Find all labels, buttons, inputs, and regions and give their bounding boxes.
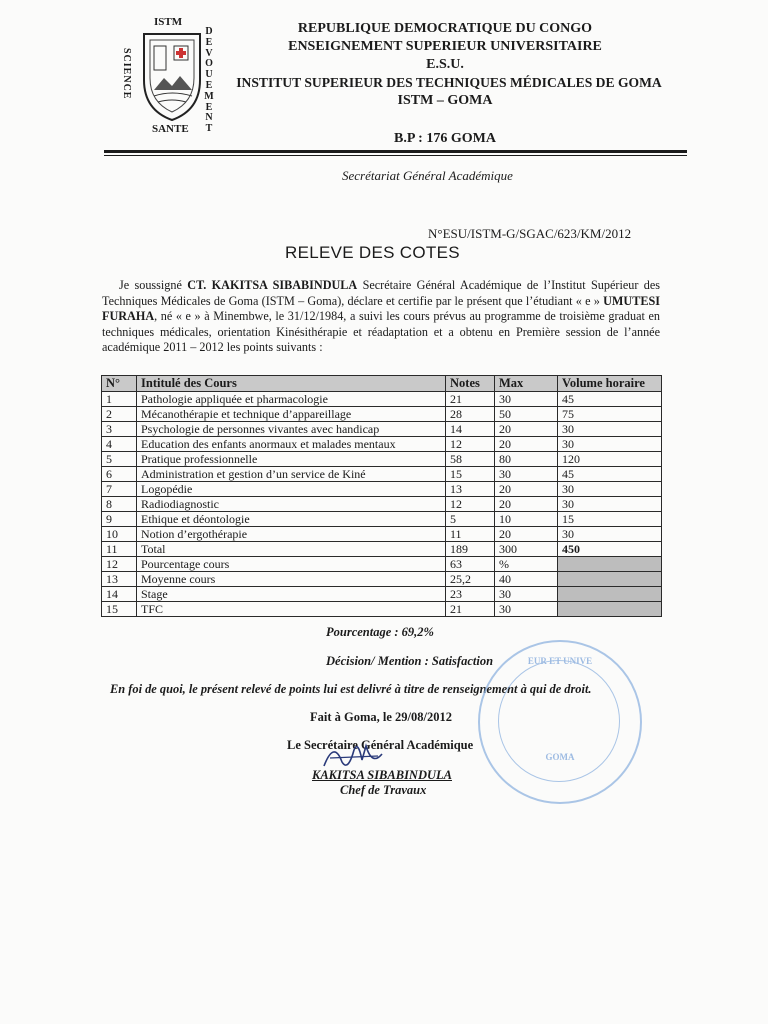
row-number: 4 <box>102 437 137 452</box>
table-row <box>102 407 662 422</box>
course-max: 30 <box>495 587 558 602</box>
signatory-name: KAKITSA SIBABINDULA <box>312 768 452 782</box>
logo-top-text: ISTM <box>154 16 183 28</box>
table-row <box>102 572 662 587</box>
row-number: 5 <box>102 452 137 467</box>
course-volume <box>558 557 662 572</box>
header-line-esu: E.S.U. <box>426 57 464 72</box>
row-number: 3 <box>102 422 137 437</box>
course-notes: 21 <box>446 392 495 407</box>
course-volume: 30 <box>558 422 662 437</box>
course-notes: 12 <box>446 497 495 512</box>
row-number: 10 <box>102 527 137 542</box>
course-volume <box>558 602 662 617</box>
course-notes: 21 <box>446 602 495 617</box>
header-rule-thin <box>104 155 687 156</box>
course-max: 300 <box>495 542 558 557</box>
logo-bottom-text: SANTE <box>152 123 189 135</box>
page-title: RELEVE DES COTES <box>285 243 460 262</box>
course-max: 30 <box>495 602 558 617</box>
course-volume: 15 <box>558 512 662 527</box>
course-max: 80 <box>495 452 558 467</box>
header-max: Max <box>495 376 558 392</box>
course-max: 30 <box>495 392 558 407</box>
course-notes: 12 <box>446 437 495 452</box>
header-line-country: REPUBLIQUE DEMOCRATIQUE DU CONGO <box>297 21 593 36</box>
course-notes: 15 <box>446 467 495 482</box>
header-notes: Notes <box>446 376 495 392</box>
header-line-po-box: B.P : 176 GOMA <box>394 131 496 146</box>
row-number: 7 <box>102 482 137 497</box>
signatory-role: Le Secrétaire Général Académique <box>287 738 474 752</box>
course-max: % <box>495 557 558 572</box>
course-title: Pathologie appliquée et pharmacologie <box>137 392 446 407</box>
header-line-ministry: ENSEIGNEMENT SUPERIEUR UNIVERSITAIRE <box>288 39 602 54</box>
course-max: 10 <box>495 512 558 527</box>
course-notes: 25,2 <box>446 572 495 587</box>
table-row <box>102 587 662 602</box>
closing-statement: En foi de quoi, le présent relevé de points lui est delivré à titre de renseignement à qui de droit. <box>110 682 592 696</box>
course-max: 20 <box>495 482 558 497</box>
course-volume: 45 <box>558 467 662 482</box>
row-number: 11 <box>102 542 137 557</box>
course-max: 50 <box>495 407 558 422</box>
row-number: 14 <box>102 587 137 602</box>
table-row <box>102 422 662 437</box>
office-name: Secrétariat Général Académique <box>342 168 513 183</box>
table-row <box>102 497 662 512</box>
header-volume: Volume horaire <box>558 376 662 392</box>
course-max: 20 <box>495 422 558 437</box>
course-title: Moyenne cours <box>137 572 446 587</box>
decision-mention: Décision/ Mention : Satisfaction <box>326 654 494 668</box>
table-row <box>102 392 662 407</box>
course-notes: 23 <box>446 587 495 602</box>
header-line-istm: ISTM – GOMA <box>397 93 493 108</box>
place-and-date: Fait à Goma, le 29/08/2012 <box>310 710 452 724</box>
course-title: Ethique et déontologie <box>137 512 446 527</box>
header-number: N° <box>102 376 137 392</box>
course-title: Logopédie <box>137 482 446 497</box>
course-max: 20 <box>495 497 558 512</box>
course-volume: 45 <box>558 392 662 407</box>
course-title: Mécanothérapie et technique d’appareillage <box>137 407 446 422</box>
row-number: 8 <box>102 497 137 512</box>
row-number: 6 <box>102 467 137 482</box>
course-title: Notion d’ergothérapie <box>137 527 446 542</box>
row-number: 12 <box>102 557 137 572</box>
course-volume <box>558 572 662 587</box>
certification-paragraph: Je soussigné CT. KAKITSA SIBABINDULA Secrétaire Général Académique de l’Institut Supérieur des Techniques Médicales de Goma (ISTM – Goma), déclare et certifie par le présent que l’étudiant « e » UMUTESI FURAHA, né « e » à Minembwe, le 31/12/1984, a suivi les cours prévus au programme de troisième graduat en techniques médicales, orientation Kinésithérapie et réadaptation et a obtenu en Première session de l’année académique 2011 – 2012 les points suivants : <box>102 278 660 355</box>
row-number: 2 <box>102 407 137 422</box>
course-title: Total <box>137 542 446 557</box>
logo-left-vertical-text: SCIENCE <box>121 48 132 100</box>
course-volume: 450 <box>558 542 662 557</box>
course-title: Radiodiagnostic <box>137 497 446 512</box>
row-number: 15 <box>102 602 137 617</box>
course-title: Pratique professionnelle <box>137 452 446 467</box>
course-max: 30 <box>495 467 558 482</box>
grades-table <box>101 375 662 617</box>
course-max: 20 <box>495 437 558 452</box>
table-row <box>102 542 662 557</box>
header-course: Intitulé des Cours <box>137 376 446 392</box>
table-row <box>102 467 662 482</box>
row-number: 13 <box>102 572 137 587</box>
table-row <box>102 527 662 542</box>
course-title: Psychologie de personnes vivantes avec handicap <box>137 422 446 437</box>
course-max: 40 <box>495 572 558 587</box>
row-number: 9 <box>102 512 137 527</box>
course-notes: 11 <box>446 527 495 542</box>
table-row <box>102 482 662 497</box>
course-notes: 5 <box>446 512 495 527</box>
header-rule-thick <box>104 150 687 153</box>
course-volume: 30 <box>558 482 662 497</box>
course-volume: 75 <box>558 407 662 422</box>
table-row <box>102 452 662 467</box>
course-notes: 13 <box>446 482 495 497</box>
table-row <box>102 512 662 527</box>
course-notes: 63 <box>446 557 495 572</box>
course-notes: 14 <box>446 422 495 437</box>
course-title: Education des enfants anormaux et malades mentaux <box>137 437 446 452</box>
course-title: Administration et gestion d’un service de Kiné <box>137 467 446 482</box>
official-stamp: EUR ET UNIVE GOMA <box>478 640 642 804</box>
table-header-row <box>102 376 662 392</box>
signatory-title: Chef de Travaux <box>340 783 427 797</box>
table-row <box>102 602 662 617</box>
header-line-institute: INSTITUT SUPERIEUR DES TECHNIQUES MÉDICALES DE GOMA <box>236 75 662 90</box>
table-row <box>102 437 662 452</box>
row-number: 1 <box>102 392 137 407</box>
course-notes: 58 <box>446 452 495 467</box>
overall-percentage: Pourcentage : 69,2% <box>326 625 434 639</box>
document-reference: N°ESU/ISTM-G/SGAC/623/KM/2012 <box>428 226 632 241</box>
course-notes: 28 <box>446 407 495 422</box>
course-volume: 120 <box>558 452 662 467</box>
course-volume: 30 <box>558 497 662 512</box>
course-title: Pourcentage cours <box>137 557 446 572</box>
course-volume: 30 <box>558 527 662 542</box>
course-notes: 189 <box>446 542 495 557</box>
course-volume <box>558 587 662 602</box>
table-row <box>102 557 662 572</box>
course-title: Stage <box>137 587 446 602</box>
course-title: TFC <box>137 602 446 617</box>
course-max: 20 <box>495 527 558 542</box>
course-volume: 30 <box>558 437 662 452</box>
logo-right-vertical-text: D E V O U E M E N T <box>204 26 214 135</box>
institute-logo <box>140 30 204 122</box>
